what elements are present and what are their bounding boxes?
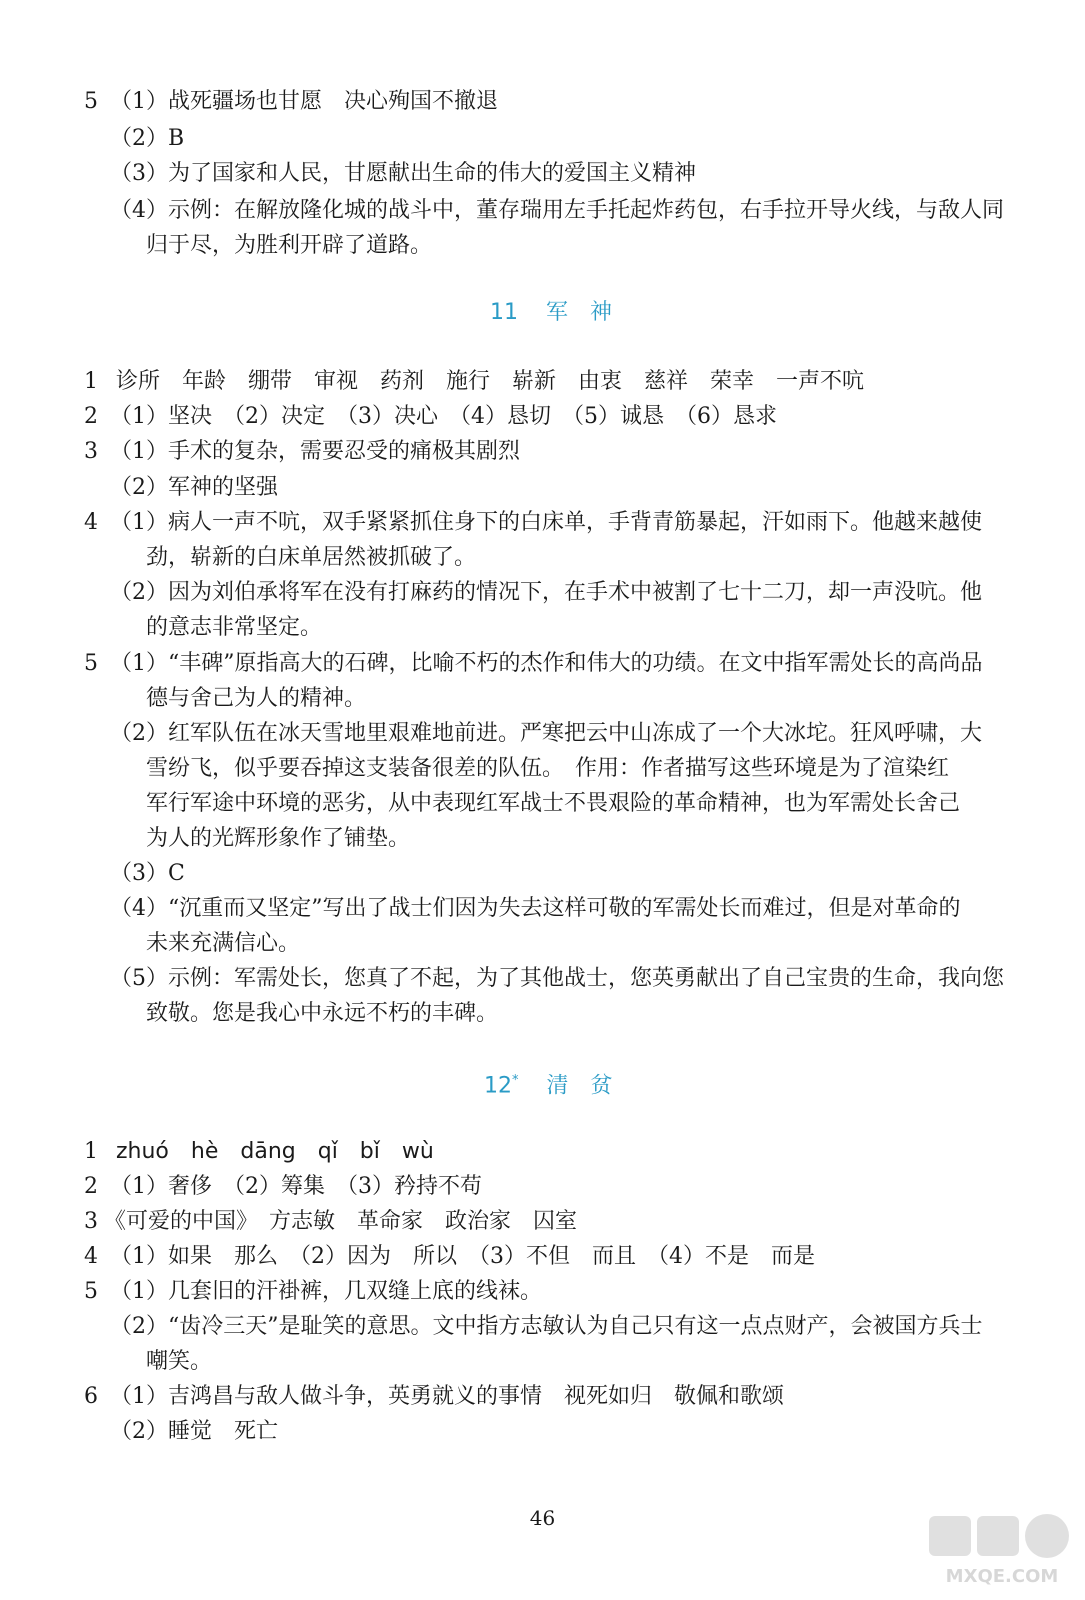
answer-line: （1）坚决 （2）决定 （3）决心 （4）恳切 （5）诚恳 （6）恳求 xyxy=(110,404,777,429)
section-title xyxy=(490,298,612,328)
optional-star: * xyxy=(512,1073,519,1088)
answer-line: （1）手术的复杂，需要忍受的痛极其剧烈 xyxy=(110,439,520,464)
answer-line: （1）吉鸿昌与敌人做斗争，英勇就义的事情 视死如归 敬佩和歌颂 xyxy=(110,1384,784,1409)
answer-line: （1）战死疆场也甘愿 决心殉国不撤退 xyxy=(110,89,498,114)
question-number: 1 xyxy=(84,369,98,394)
answer-line: （2）因为刘伯承将军在没有打麻药的情况下，在手术中被割了七十二刀，却一声没吭。他 xyxy=(110,580,983,605)
question-number: 5 xyxy=(84,89,98,114)
answer-line: （4）示例：在解放隆化城的战斗中，董存瑞用左手托起炸药包，右手拉开导火线，与敌人同 xyxy=(110,198,1005,223)
answer-line: （5）示例：军需处长，您真了不起，为了其他战士，您英勇献出了自己宝贵的生命，我向您 xyxy=(110,966,1005,991)
answer-line: 雪纷飞，似乎要吞掉这支装备很差的队伍。 作用：作者描写这些环境是为了渲染红 xyxy=(146,756,950,781)
answer-line: 的意志非常坚定。 xyxy=(146,615,323,640)
answer-line: （3）C xyxy=(110,861,185,886)
answer-line: 嘲笑。 xyxy=(146,1349,213,1374)
answer-line: （2）“齿冷三天”是耻笑的意思。文中指方志敏认为自己只有这一点点财产，会被国方兵士 xyxy=(110,1314,983,1339)
answer-line: （4）“沉重而又坚定”写出了战士们因为失去这样可敬的军需处长而难过，但是对革命的 xyxy=(110,896,961,921)
answer-line: zhuó hè dāng qǐ bǐ wù xyxy=(116,1139,434,1164)
answer-line: 劲，崭新的白床单居然被抓破了。 xyxy=(146,545,477,570)
answer-line: 致敬。您是我心中永远不朽的丰碑。 xyxy=(146,1001,499,1026)
svg-text:MXQE.COM: MXQE.COM xyxy=(945,1566,1059,1587)
watermark-logo xyxy=(927,1510,1077,1594)
question-number: 3 xyxy=(84,1209,98,1234)
answer-line: 军行军途中环境的恶劣，从中表现红军战士不畏艰险的革命精神，也为军需处长舍己 xyxy=(146,791,961,816)
question-number: 3 xyxy=(84,439,98,464)
section-title xyxy=(484,1066,613,1101)
question-number: 2 xyxy=(84,404,98,429)
answer-line: 诊所 年龄 绷带 审视 药剂 施行 崭新 由衷 慈祥 荣幸 一声不吭 xyxy=(116,369,865,394)
answer-line: （1）“丰碑”原指高大的石碑，比喻不朽的杰作和伟大的功绩。在文中指军需处长的高尚品 xyxy=(110,651,983,676)
answer-line: （1）病人一声不吭，双手紧紧抓住身下的白床单，手背青筋暴起，汗如雨下。他越来越使 xyxy=(110,510,983,535)
answer-line: （2）睡觉 死亡 xyxy=(110,1419,278,1444)
section-name: 军 神 xyxy=(545,300,612,325)
question-number: 2 xyxy=(84,1174,98,1199)
answer-line: 《可爱的中国》 方志敏 革命家 政治家 囚室 xyxy=(104,1209,578,1234)
question-number: 5 xyxy=(84,1279,98,1304)
answer-line: （2）B xyxy=(110,126,185,151)
section-number: 11 xyxy=(490,300,518,325)
answer-line: 为人的光辉形象作了铺垫。 xyxy=(146,826,411,851)
answer-line: （1）奢侈 （2）筹集 （3）矜持不苟 xyxy=(110,1174,482,1199)
question-number: 4 xyxy=(84,1244,98,1269)
answer-line: （3）为了国家和人民，甘愿献出生命的伟大的爱国主义精神 xyxy=(110,161,696,186)
section-number: 12 xyxy=(484,1073,512,1099)
question-number: 5 xyxy=(84,651,98,676)
answer-line: 归于尽，为胜利开辟了道路。 xyxy=(146,233,433,258)
question-number: 4 xyxy=(84,510,98,535)
answer-line: 德与舍己为人的精神。 xyxy=(146,686,367,711)
answer-line: （2）军神的坚强 xyxy=(110,475,278,500)
question-number: 1 xyxy=(84,1139,98,1164)
section-name: 清 贫 xyxy=(546,1073,613,1099)
answer-line: 未来充满信心。 xyxy=(146,931,301,956)
answer-line: （2）红军队伍在冰天雪地里艰难地前进。严寒把云中山冻成了一个大冰坨。狂风呼啸，大 xyxy=(110,721,983,746)
answer-line: （1）如果 那么 （2）因为 所以 （3）不但 而且 （4）不是 而是 xyxy=(110,1244,815,1269)
page-number: 46 xyxy=(529,1506,556,1530)
question-number: 6 xyxy=(84,1384,98,1409)
answer-line: （1）几套旧的汗褂裤，几双缝上底的线袜。 xyxy=(110,1279,542,1304)
